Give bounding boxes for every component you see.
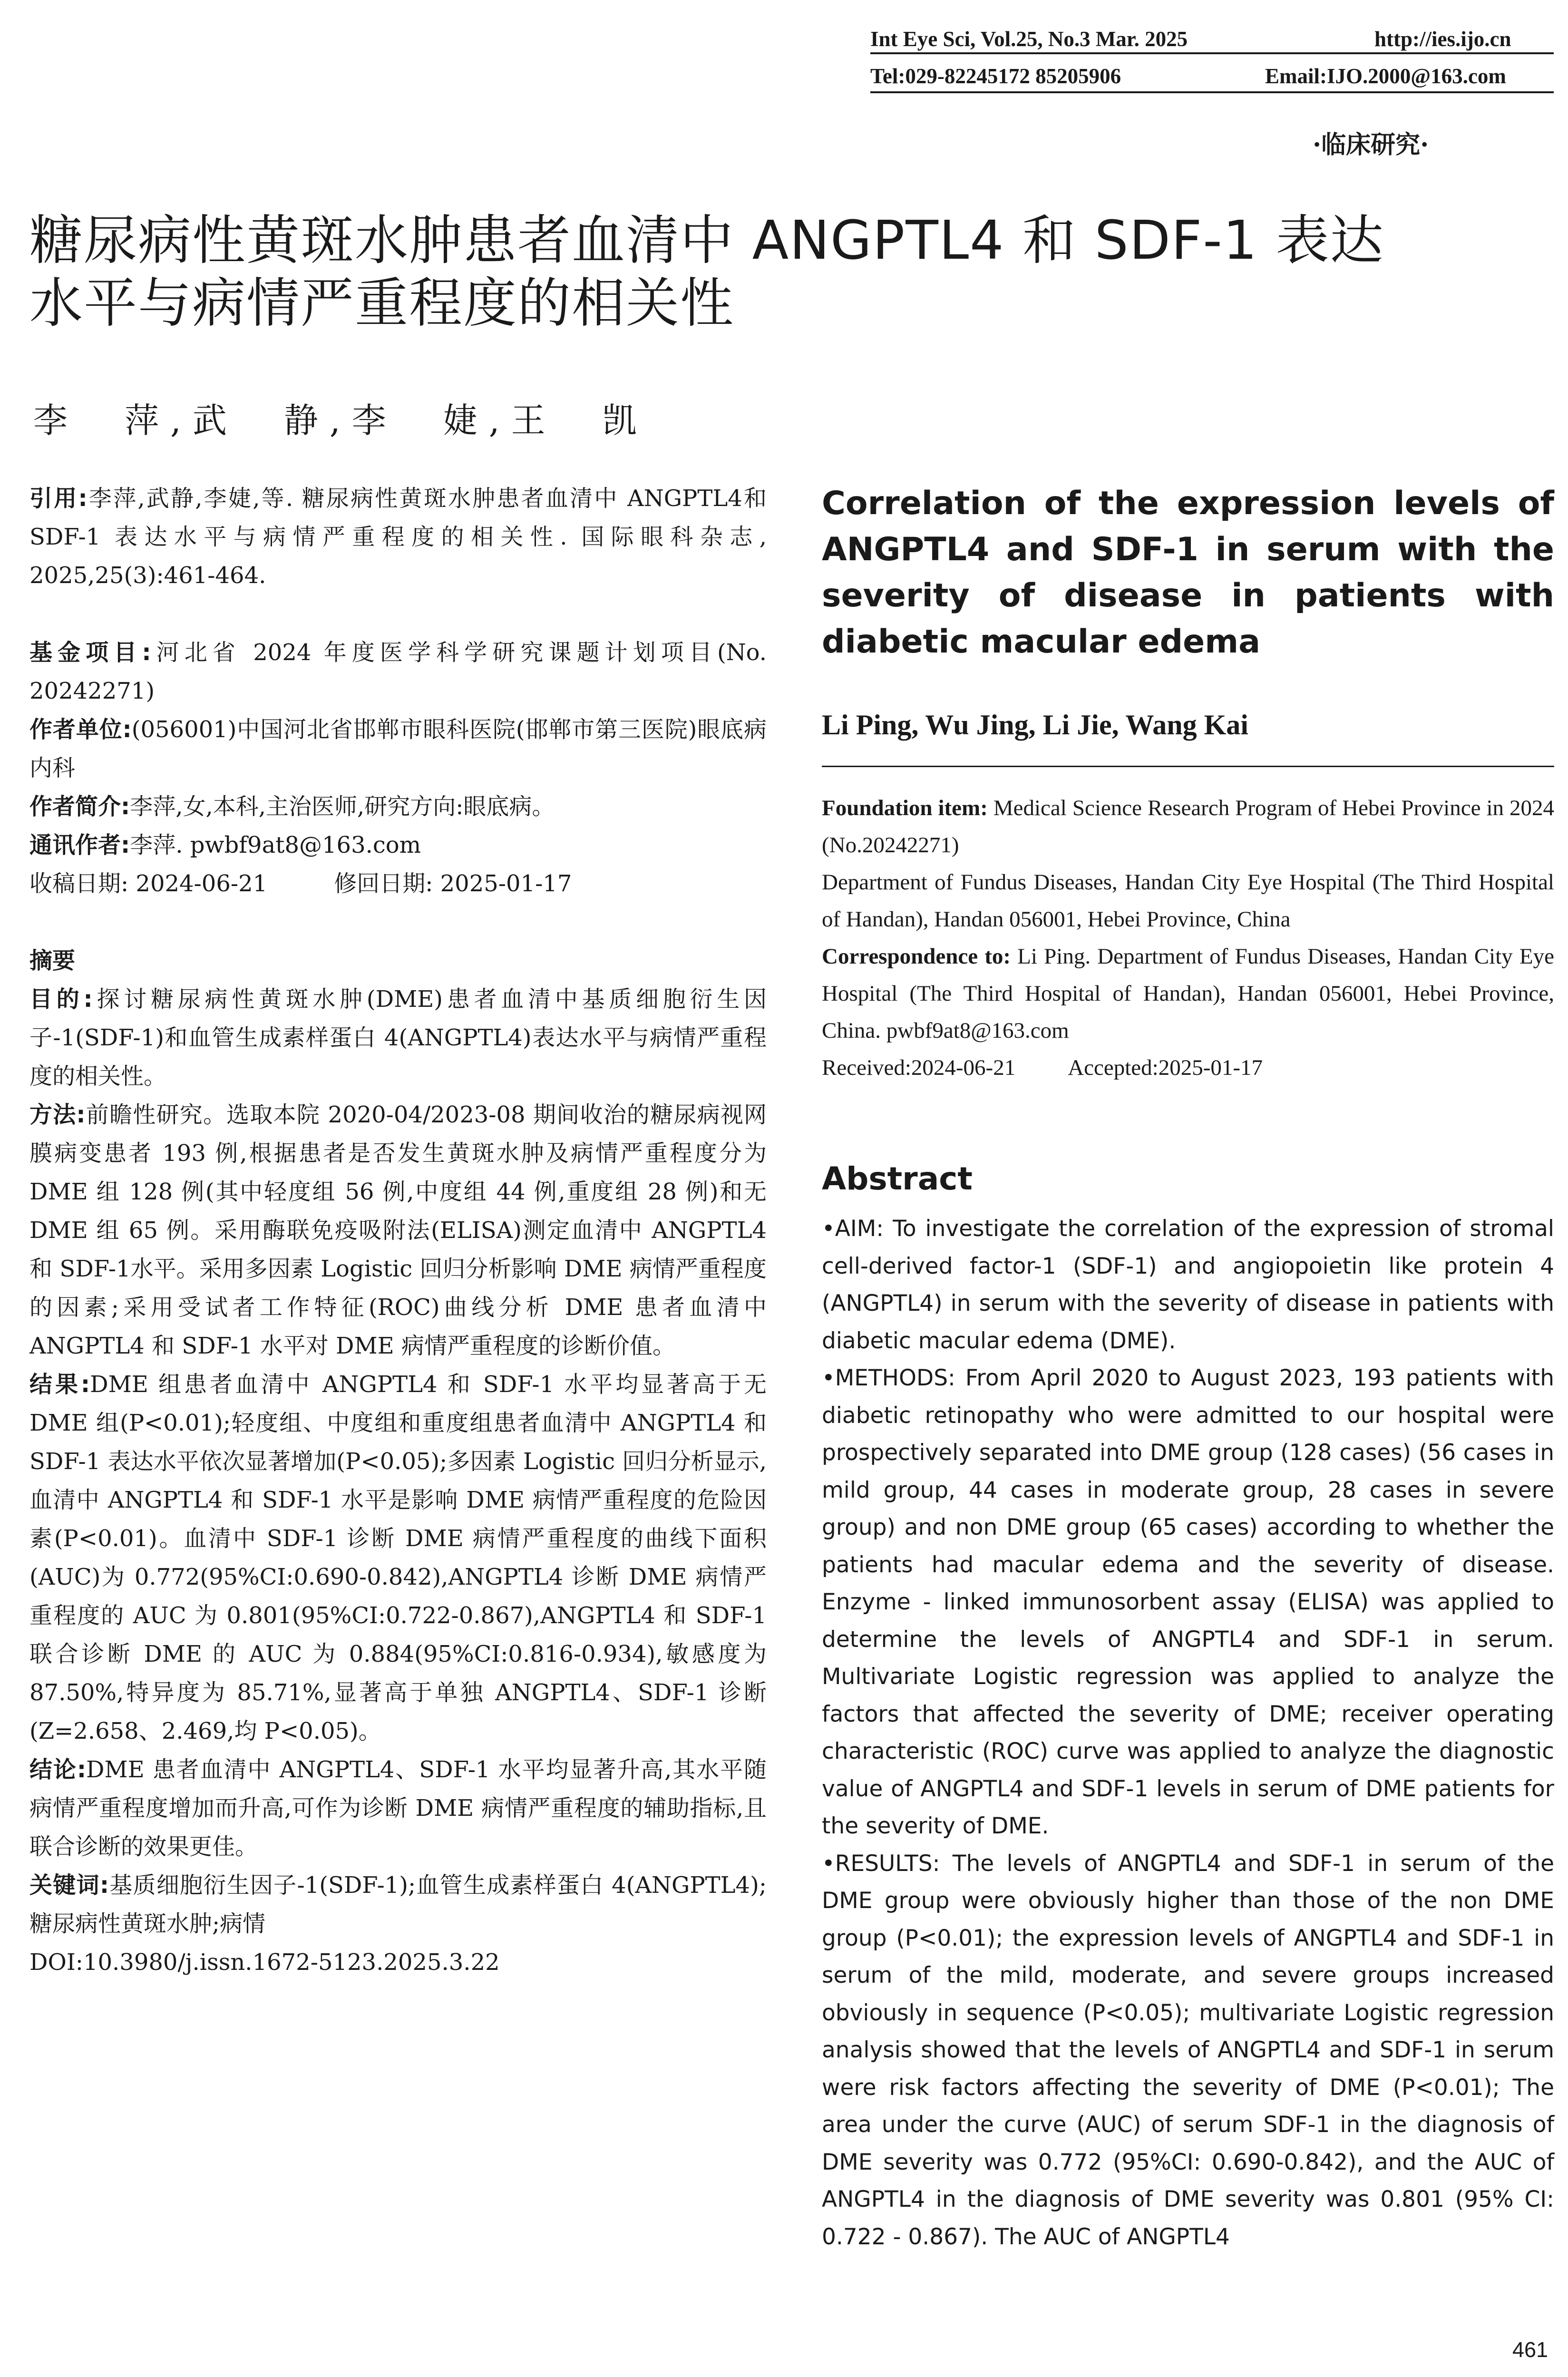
conclusion-block-cn [29,1751,767,1866]
journal-email: Email:IJO.2000@163.com [1265,64,1506,88]
header-rule-bottom [870,91,1554,93]
en-received-date: Received:2024-06-21 [822,1055,1016,1080]
aim-block-en [822,1210,1554,1360]
bio-label: 作者简介: [29,793,130,820]
left-column [29,479,767,1982]
revised-date: 修回日期: 2025-01-17 [334,870,572,897]
foundation-block [822,789,1554,864]
citation-label: 引用: [29,485,88,512]
keywords-label-cn: 关键词: [29,1872,109,1899]
methods-text-cn: 前瞻性研究。选取本院 2020-04/2023-08 期间收治的糖尿病视网膜病变患者 193 例,根据患者是否发生黄斑水肿及病情严重程度分为 DME 组 128 例(其中轻度组 56 例,中度组 44 例,重度组 28 例)和无 DME 组 65 例。采用酶联免疫吸附法(ELISA)测定血清中 ANGPTL4 和 SDF-1水平。采用多因素 Logistic 回归分析影响 DME 病情严重程度的因素;采用受试者工作特征(ROC)曲线分析 DME 患者血清中 ANGPTL4 和 SDF-1 水平对 DME 病情严重程度的诊断价值。 [29,1101,767,1359]
aim-block-cn [29,980,767,1096]
keywords-block-cn [29,1866,767,1943]
methods-block-cn [29,1096,767,1365]
aim-label-en: •AIM: [822,1216,884,1242]
bio-block [29,788,767,826]
section-tag: ·临床研究· [1313,130,1429,159]
fund-label: 基金项目: [29,639,151,666]
abstract-heading-en: Abstract [822,1160,973,1197]
fund-block [29,633,767,711]
results-block-cn [29,1365,767,1751]
english-authors: Li Ping, Wu Jing, Li Jie, Wang Kai [822,709,1248,740]
citation-text: 李萍,武静,李婕,等. 糖尿病性黄斑水肿患者血清中 ANGPTL4和 SDF-1 表达水平与病情严重程度的相关性. 国际眼科杂志, 2025,25(3):461-464. [29,485,767,589]
chinese-title-line-1: 糖尿病性黄斑水肿患者血清中 ANGPTL4 和 SDF-1 表达 [29,210,1384,272]
english-title: Correlation of the expression levels of ANGPTL4 and SDF-1 in serum with the severity of disease in patients with diabetic macular edema [822,485,1554,661]
foundation-label: Foundation item: [822,796,988,820]
correspondence-text: Li Ping. Department of Fundus Diseases, Handan City Eye Hospital (The Third Hospital of Handan), Handan 056001, Hebei Province, China. pwbf9at8@163.com [822,944,1554,1043]
corresponding-text: 李萍. pwbf9at8@163.com [130,832,421,858]
conclusion-label-cn: 结论: [29,1756,87,1783]
english-abstract [822,1210,1554,2256]
results-text-en: The levels of ANGPTL4 and SDF-1 in serum of the DME group were obviously higher than those of the non DME group (P<0.01); the expression levels of ANGPTL4 and SDF-1 in serum of the mild, moderate, and severe groups increased obviously in sequence (P<0.05); multivariate Logistic regression analysis showed that the levels of ANGPTL4 and SDF-1 in serum were risk factors affecting the severity of DME (P<0.01); The area under the curve (AUC) of serum SDF-1 in the diagnosis of DME severity was 0.772 (95%CI: 0.690-0.842), and the AUC of ANGPTL4 in the diagnosis of DME severity was 0.801 (95% CI: 0.722 - 0.867). The AUC of ANGPTL4 [822,1850,1554,2250]
abstract-heading-cn: 摘要 [29,947,76,974]
page-number: 461 [1512,2338,1549,2362]
results-text-cn: DME 组患者血清中 ANGPTL4 和 SDF-1 水平均显著高于无 DME 组(P<0.01);轻度组、中度组和重度组患者血清中 ANGPTL4 和 SDF-1 表达水平依次显著增加(P<0.05);多因素 Logistic 回归分析显示,血清中 ANGPTL4 和 SDF-1 水平是影响 DME 病情严重程度的危险因素(P<0.01)。血清中 SDF-1 诊断 DME 病情严重程度的曲线下面积(AUC)为 0.772(95%CI:0.690-0.842),ANGPTL4 诊断 DME 病情严重程度的 AUC 为 0.801(95%CI:0.722-0.867),ANGPTL4 和 SDF-1 联合诊断 DME 的 AUC 为 0.884(95%CI:0.816-0.934),敏感度为 87.50%,特异度为 85.71%,显著高于单独 ANGPTL4、SDF-1 诊断(Z=2.658、2.469,均 P<0.05)。 [29,1371,767,1744]
methods-block-en [822,1360,1554,1845]
methods-label-cn: 方法: [29,1101,86,1128]
corresponding-label: 通讯作者: [29,832,130,858]
corresponding-block [29,826,767,865]
aim-text-en: To investigate the correlation of the expression of stromal cell-derived factor-1 (SDF-1) and angiopoietin like protein 4 (ANGPTL4) in serum with the severity of disease in patients with diabetic macular edema (DME). [822,1216,1554,1354]
en-accepted-date: Accepted:2025-01-17 [1068,1055,1263,1080]
foundation-text: Medical Science Research Program of Hebei Province in 2024 (No.20242271) [822,796,1554,857]
chinese-authors: 李 萍,武 静,李 婕,王 凯 [33,400,648,440]
results-block-en [822,1845,1554,2256]
journal-citation-header: Int Eye Sci, Vol.25, No.3 Mar. 2025 [870,27,1188,51]
doi: DOI:10.3980/j.issn.1672-5123.2025.3.22 [29,1949,500,1976]
en-dates-block [822,1049,1554,1086]
chinese-title-line-2: 水平与病情严重程度的相关性 [29,273,734,334]
unit-text: (056001)中国河北省邯郸市眼科医院(邯郸市第三医院)眼底病内科 [29,716,767,781]
aim-label-cn: 目的: [29,986,93,1013]
unit-label: 作者单位: [29,716,132,743]
results-label-cn: 结果: [29,1371,90,1398]
journal-url: http://ies.ijo.cn [1374,27,1511,51]
department-text: Department of Fundus Diseases, Handan City Eye Hospital (The Third Hospital of Handan), Handan 056001, Hebei Province, China [822,870,1554,932]
received-date: 收稿日期: 2024-06-21 [29,870,268,897]
dates-block [29,865,767,903]
aim-text-cn: 探讨糖尿病性黄斑水肿(DME)患者血清中基质细胞衍生因子-1(SDF-1)和血管生成素样蛋白 4(ANGPTL4)表达水平与病情严重程度的相关性。 [29,986,767,1090]
chinese-title [29,209,1556,335]
unit-block [29,711,767,788]
citation-block [29,479,767,595]
journal-tel: Tel:029-82245172 85205906 [870,64,1121,88]
methods-label-en: •METHODS: [822,1365,955,1391]
results-label-en: •RESULTS: [822,1850,940,1877]
bio-text: 李萍,女,本科,主治医师,研究方向:眼底病。 [130,793,555,820]
fund-text: 河北省 2024 年度医学科学研究课题计划项目(No. 20242271) [29,639,767,704]
english-authors-rule [822,766,1554,767]
header-rule-top [870,52,1554,54]
keywords-text-cn: 基质细胞衍生因子-1(SDF-1);血管生成素样蛋白 4(ANGPTL4);糖尿病性黄斑水肿;病情 [29,1872,767,1937]
correspondence-block [822,938,1554,1049]
methods-text-en: From April 2020 to August 2023, 193 patients with diabetic retinopathy who were admitted to our hospital were prospectively separated into DME group (128 cases) (56 cases in mild group, 44 cases in moderate group, 28 cases in severe group) and non DME group (65 cases) according to whether the patients had macular edema and the severity of disease. Enzyme - linked immunosorbent assay (ELISA) was applied to determine the levels of ANGPTL4 and SDF-1 in serum. Multivariate Logistic regression was applied to analyze the factors that affected the severity of DME; receiver operating characteristic (ROC) curve was applied to analyze the diagnostic value of ANGPTL4 and SDF-1 levels in serum of DME patients for the severity of DME. [822,1365,1554,1839]
conclusion-text-cn: DME 患者血清中 ANGPTL4、SDF-1 水平均显著升高,其水平随病情严重程度增加而升高,可作为诊断 DME 病情严重程度的辅助指标,且联合诊断的效果更佳。 [29,1756,767,1860]
english-meta [822,789,1554,1086]
correspondence-label: Correspondence to: [822,944,1011,969]
